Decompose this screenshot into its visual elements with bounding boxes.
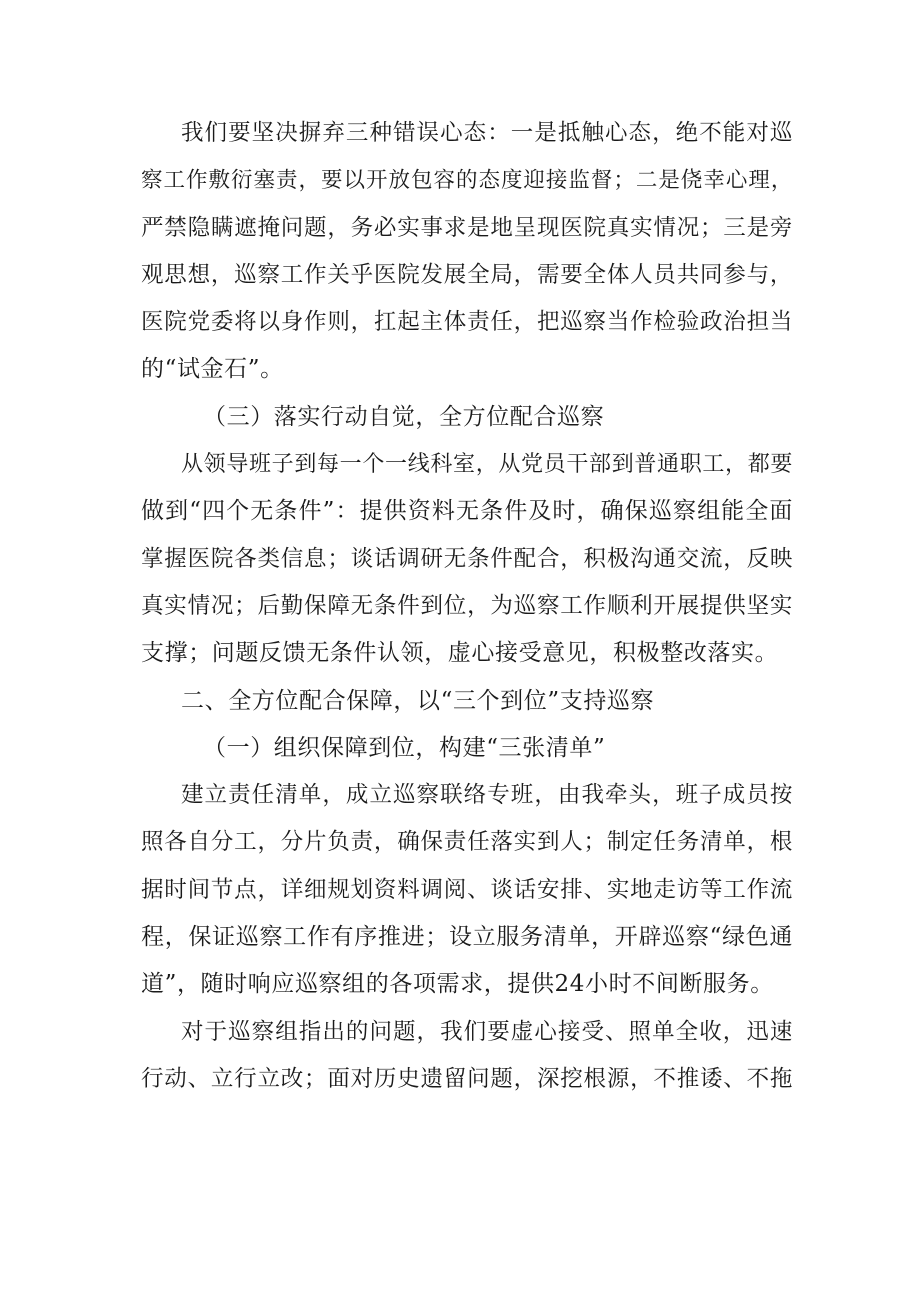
- text-line: 建立责任清单，成立巡察联络专班，由我牵头，班子成员按: [181, 782, 793, 809]
- text-line: 程，保证巡察工作有序推进；设立服务清单，开辟巡察“绿色通: [141, 924, 793, 951]
- document-body: [141, 110, 793, 1103]
- text-line: 行动、立行立改；面对历史遗留问题，深挖根源，不推诿、不拖: [141, 1065, 793, 1092]
- text-line: 做到“四个无条件”：提供资料无条件及时，确保巡察组能全面: [141, 498, 793, 525]
- text-line: 对于巡察组指出的问题，我们要虚心接受、照单全收，迅速: [181, 1018, 793, 1045]
- text-line: （三）落实行动自觉，全方位配合巡察: [203, 403, 605, 430]
- text-line: 据时间节点，详细规划资料调阅、谈话安排、实地走访等工作流: [141, 876, 793, 903]
- text-line: 察工作敷衍塞责，要以开放包容的态度迎接监督；二是侥幸心理，: [141, 168, 793, 194]
- text-line: （一）组织保障到位，构建“三张清单”: [203, 734, 606, 761]
- text-line: 医院党委将以身作则，扛起主体责任，把巡察当作检验政治担当: [141, 309, 793, 336]
- text-line: 支撑；问题反馈无条件认领，虚心接受意见，积极整改落实。: [141, 640, 779, 667]
- text-line: 我们要坚决摒弃三种错误心态：一是抵触心态，绝不能对巡: [181, 120, 793, 146]
- text-line: 照各自分工，分片负责，确保责任落实到人；制定任务清单，根: [141, 829, 793, 856]
- text-line: 观思想，巡察工作关乎医院发展全局，需要全体人员共同参与，: [141, 261, 793, 288]
- text-line: 严禁隐瞒遮掩问题，务必实事求是地呈现医院真实情况；三是旁: [141, 214, 793, 241]
- text-line: 道”，随时响应巡察组的各项需求，提供24小时不间断服务。: [141, 971, 774, 998]
- text-line: 掌握医院各类信息；谈话调研无条件配合，积极沟通交流，反映: [141, 545, 793, 572]
- text-line: 的“试金石”。: [141, 356, 284, 383]
- text-line: 从领导班子到每一个一线科室，从党员干部到普通职工，都要: [181, 452, 793, 478]
- text-line: 真实情况；后勤保障无条件到位，为巡察工作顺利开展提供坚实: [141, 592, 793, 619]
- text-line: 二、全方位配合保障，以“三个到位”支持巡察: [181, 687, 655, 714]
